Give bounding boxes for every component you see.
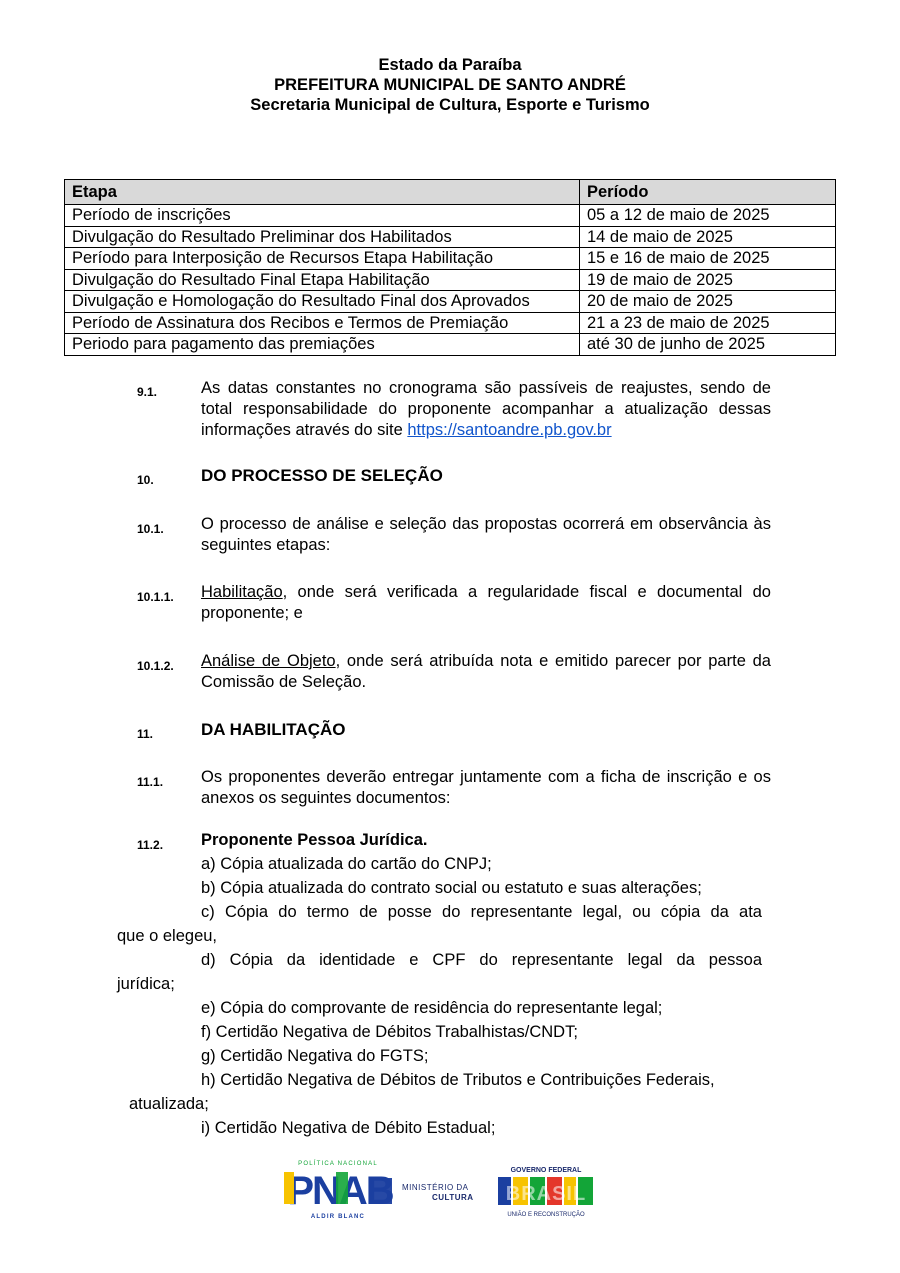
clause-body: , onde será atribuída nota e emitido parecer por parte da Comissão de Seleção.	[201, 652, 771, 691]
period-cell: até 30 de junho de 2025	[580, 334, 836, 356]
schedule-table	[64, 179, 836, 356]
clause-term: Análise de Objeto	[201, 652, 336, 670]
stage-cell: Periodo para pagamento das premiações	[65, 334, 580, 356]
doc-item-f: f) Certidão Negativa de Débitos Trabalhistas/CNDT;	[201, 1023, 578, 1041]
doc-item-h: h) Certidão Negativa de Débitos de Tributos e Contribuições Federais,	[201, 1071, 715, 1089]
period-cell: 15 e 16 de maio de 2025	[580, 248, 836, 270]
column-header-stage: Etapa	[65, 180, 580, 205]
doc-item-d: d) Cópia da identidade e CPF do representante legal da pessoa	[201, 951, 762, 969]
clause-text: Os proponentes deverão entregar juntamente com a ficha de inscrição e os anexos os seguintes documentos:	[201, 768, 771, 807]
stage-cell: Período para Interposição de Recursos Etapa Habilitação	[65, 248, 580, 270]
clause-number: 9.1.	[137, 385, 158, 399]
period-cell: 20 de maio de 2025	[580, 291, 836, 313]
table-row	[65, 334, 836, 356]
clause-term: Habilitação	[201, 583, 283, 601]
table-header-row	[65, 180, 836, 205]
pnab-top-text: POLÍTICA NACIONAL	[298, 1161, 378, 1167]
clause-number: 10.1.2.	[137, 659, 174, 673]
clause-text	[201, 651, 771, 693]
table-row	[65, 269, 836, 291]
footer-logos	[280, 1158, 620, 1224]
site-link[interactable]: https://santoandre.pb.gov.br	[407, 421, 612, 439]
clause-text: O processo de análise e seleção das propostas ocorrerá em observância às seguintes etapas:	[201, 515, 771, 554]
gov-bottom-text: UNIÃO E RECONSTRUÇÃO	[507, 1212, 585, 1218]
clause-number: 10.1.1.	[137, 590, 174, 604]
gov-wordmark: BRASIL	[505, 1183, 587, 1205]
stage-cell: Período de inscrições	[65, 205, 580, 227]
clause-number: 11.1.	[137, 775, 164, 789]
clause-title: Proponente Pessoa Jurídica.	[201, 831, 428, 849]
pnab-logo	[280, 1158, 480, 1224]
pnab-bottom-text: ALDIR BLANC	[310, 1214, 366, 1220]
stage-cell: Período de Assinatura dos Recibos e Termos de Premiação	[65, 312, 580, 334]
table-row	[65, 291, 836, 313]
section-number: 10.	[137, 473, 154, 487]
gov-brasil-logo	[496, 1164, 620, 1220]
clause-number: 11.2.	[137, 838, 164, 852]
clause-text	[201, 378, 771, 441]
doc-item-c-cont: que o elegeu,	[117, 927, 218, 945]
ministry-line2: CULTURA	[432, 1193, 474, 1202]
doc-item-c: c) Cópia do termo de posse do representante legal, ou cópia da ata	[201, 903, 762, 921]
clause-body: As datas constantes no cronograma são passíveis de reajustes, sendo de total responsabilidade do proponente acompanhar a atualização dessas informações através do site	[201, 379, 771, 439]
doc-item-i: i) Certidão Negativa de Débito Estadual;	[201, 1119, 496, 1137]
clause-text	[201, 582, 771, 624]
doc-item-b: b) Cópia atualizada do contrato social ou estatuto e suas alterações;	[201, 879, 702, 897]
doc-item-a: a) Cópia atualizada do cartão do CNPJ;	[201, 855, 492, 873]
table-row	[65, 312, 836, 334]
period-cell: 05 a 12 de maio de 2025	[580, 205, 836, 227]
header-secretariat: Secretaria Municipal de Cultura, Esporte e Turismo	[250, 96, 650, 114]
doc-item-e: e) Cópia do comprovante de residência do representante legal;	[201, 999, 663, 1017]
gov-top-text: GOVERNO FEDERAL	[510, 1167, 582, 1174]
clause-body: , onde será verificada a regularidade fiscal e documental do proponente; e	[201, 583, 771, 622]
period-cell: 21 a 23 de maio de 2025	[580, 312, 836, 334]
section-title: DA HABILITAÇÃO	[201, 720, 346, 739]
table-row	[65, 226, 836, 248]
column-header-period: Período	[580, 180, 836, 205]
period-cell: 19 de maio de 2025	[580, 269, 836, 291]
period-cell: 14 de maio de 2025	[580, 226, 836, 248]
header-state: Estado da Paraíba	[378, 56, 522, 74]
table-row	[65, 205, 836, 227]
table-row	[65, 248, 836, 270]
doc-item-d-cont: jurídica;	[117, 975, 175, 993]
header-prefecture: PREFEITURA MUNICIPAL DE SANTO ANDRÉ	[274, 76, 626, 94]
stage-cell: Divulgação e Homologação do Resultado Final dos Aprovados	[65, 291, 580, 313]
doc-item-g: g) Certidão Negativa do FGTS;	[201, 1047, 429, 1065]
stage-cell: Divulgação do Resultado Preliminar dos Habilitados	[65, 226, 580, 248]
stage-cell: Divulgação do Resultado Final Etapa Habilitação	[65, 269, 580, 291]
ministry-line1: MINISTÉRIO DA	[402, 1183, 469, 1192]
section-title: DO PROCESSO DE SELEÇÃO	[201, 466, 443, 485]
doc-item-h-cont: atualizada;	[129, 1095, 209, 1113]
document-header	[0, 55, 900, 115]
clause-number: 10.1.	[137, 522, 164, 536]
section-number: 11.	[137, 727, 154, 741]
